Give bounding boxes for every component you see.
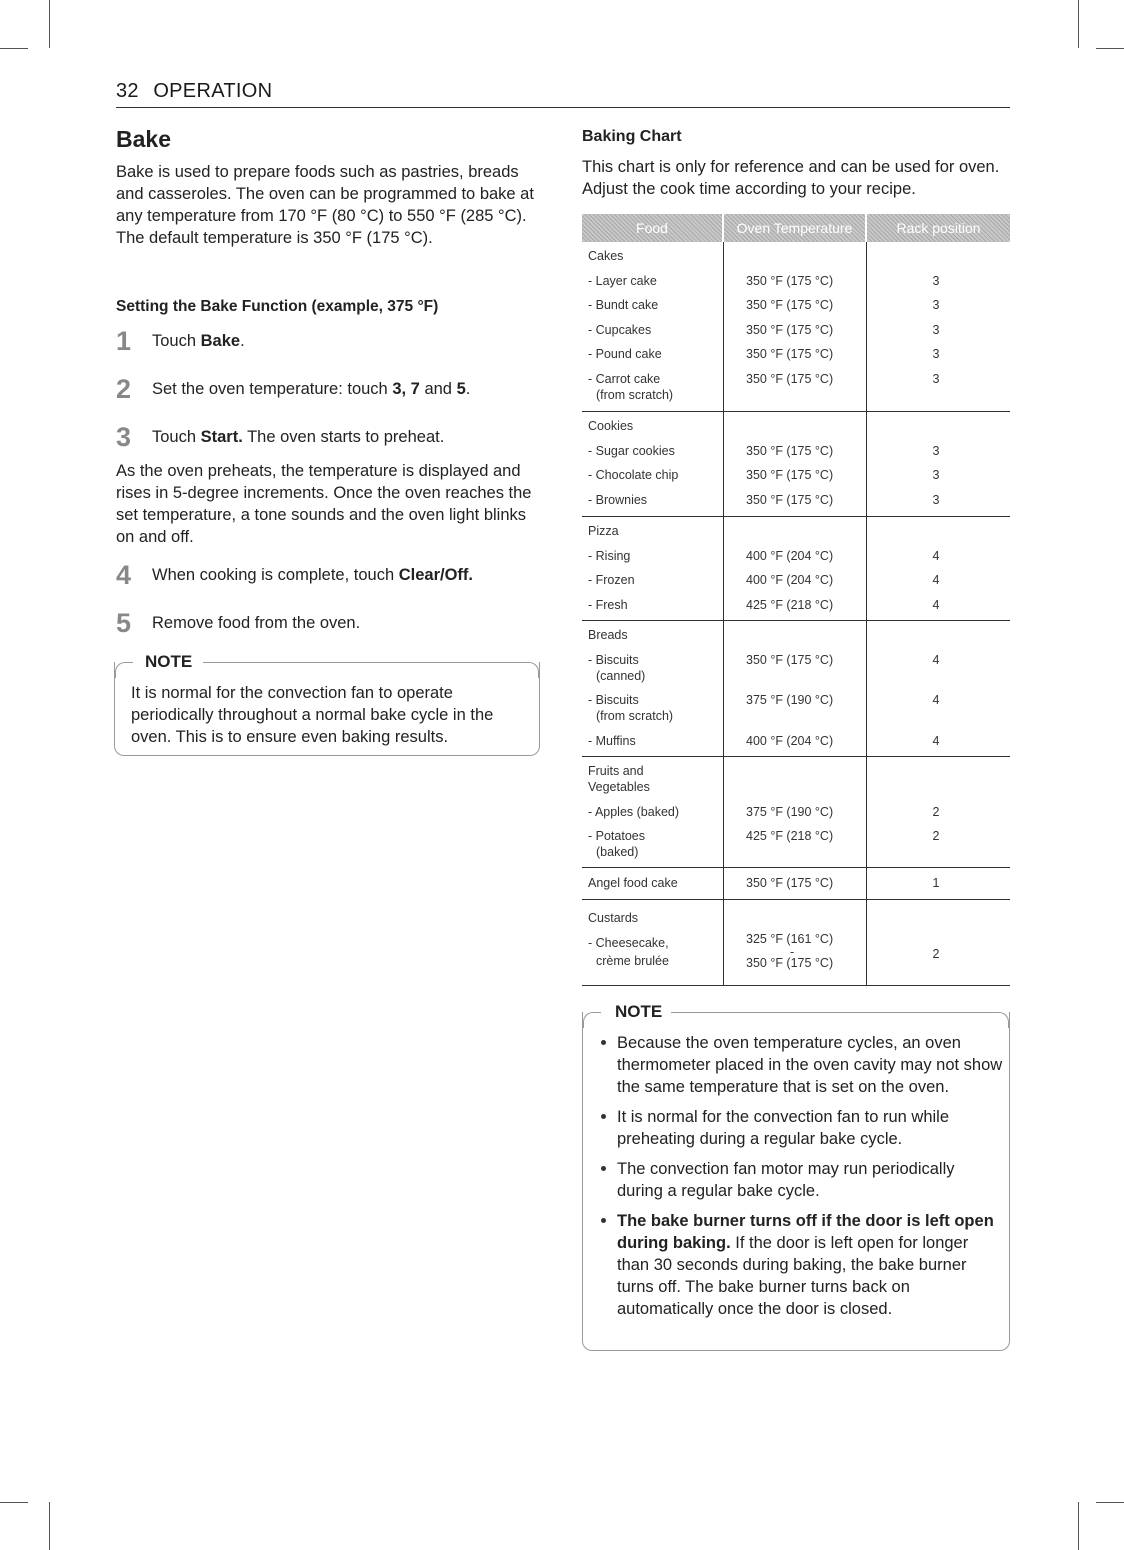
temp-cell: 350 °F (175 °C) [746,443,834,458]
temp-cell: 350 °F (175 °C) [746,468,834,482]
rack-cell: 3 [932,298,940,312]
bake-section [116,126,546,756]
food-cell: - Cupcakes [588,322,652,337]
step-number: 4 [116,560,132,590]
table-group-pizza [582,517,1010,621]
step-bold: Clear/Off. [398,566,473,584]
food-cell: - Chocolate chip [588,468,679,482]
rack-cell: 4 [932,597,940,612]
step-3 [116,422,546,452]
bullet-text: If the door is left open for longer than 30 seconds during baking, the bake burner turns off. The bake burner turns back on automatically once the door is closed. [617,1234,969,1318]
temp-cell: 350 °F (175 °C) [746,492,834,507]
chart-note [582,1002,1010,1351]
chart-title: Baking Chart [582,128,682,145]
table-group-fruits-vegetables [582,757,1010,868]
note-label: NOTE [611,1002,666,1022]
food-cell: (from scratch) [596,387,674,402]
rack-cell: 3 [932,347,940,361]
table-group-breads [582,621,1010,757]
crop-mark [1078,0,1079,48]
group-name: Cookies [588,419,634,433]
rack-cell: 4 [932,652,940,667]
food-cell: - Brownies [588,492,648,507]
temp-cell: 350 °F (175 °C) [746,371,834,386]
food-cell: - Apples (baked) [588,804,680,819]
step-text: Touch [152,332,201,350]
food-cell: (canned) [596,668,646,683]
crop-mark [1096,1502,1124,1503]
crop-mark [49,1502,50,1550]
note-bullet [599,1032,1004,1098]
rack-cell: 4 [932,693,940,707]
note-bullets [599,1032,1004,1320]
page-number: 32 [116,80,139,102]
bake-title: Bake [116,126,171,152]
temp-cell: 400 °F (204 °C) [746,573,834,587]
step-bold: 3, 7 [392,380,420,398]
rack-cell: 1 [932,876,940,890]
rack-cell: 2 [932,947,940,961]
table-header [582,214,1010,242]
table-group-cookies [582,412,1010,517]
chart-intro: This chart is only for reference and can be used for oven. Adjust the cook time according to your recipe. [582,158,1000,198]
bullet-dot-icon [601,1218,606,1223]
column-header-rack: Rack position [867,214,1010,242]
baking-chart-table [582,214,1010,986]
table-group-custards [582,900,1010,986]
step-text: When cooking is complete, touch [152,566,399,584]
step-number: 2 [116,374,132,404]
temp-cell: 400 °F (204 °C) [746,733,834,748]
rack-cell: 4 [932,573,940,587]
group-name: Pizza [588,524,619,538]
bullet-text: It is normal for the convection fan to run while preheating during a regular bake cycle. [617,1108,949,1148]
food-cell: - Cheesecake, [588,935,669,950]
step-2 [116,374,546,404]
setting-heading: Setting the Bake Function (example, 375 °F) [116,298,439,315]
note-label: NOTE [141,652,196,672]
rack-cell: 3 [932,273,940,288]
crop-mark [0,48,28,49]
food-cell: - Layer cake [588,273,657,288]
food-cell: - Rising [588,548,631,563]
steps-list [116,326,546,452]
food-cell: - Muffins [588,733,636,748]
group-name: Vegetables [588,780,650,794]
note-text: It is normal for the convection fan to operate periodically throughout a normal bake cycle in the oven. This is to ensure even baking results. [131,684,494,746]
step-bold: Start. [200,428,243,446]
food-cell: - Pound cake [588,347,662,361]
rack-cell: 2 [932,804,940,819]
temp-cell: 350 °F (175 °C) [746,298,834,312]
bullet-dot-icon [601,1114,606,1119]
step-bold: Bake [200,332,241,350]
temp-cell: 350 °F (175 °C) [746,956,834,970]
temp-cell: 350 °F (175 °C) [746,322,834,337]
column-header-temperature: Oven Temperature [724,214,867,242]
step-text: . [240,332,245,350]
step-text: . [465,380,471,398]
food-cell: - Sugar cookies [588,443,675,458]
crop-mark [1096,48,1124,49]
step-4 [116,560,546,590]
temp-cell: 400 °F (204 °C) [746,548,834,563]
temp-cell: 425 °F (218 °C) [746,829,834,843]
bake-note [114,652,540,756]
column-header-food: Food [582,214,724,242]
rack-cell: 4 [932,733,940,748]
step-5 [116,608,546,638]
group-name: Custards [588,911,639,925]
page-header [116,80,1010,108]
food-cell: (from scratch) [596,709,674,723]
group-name: Breads [588,628,628,642]
note-bullet [599,1106,1004,1150]
preheat-text: As the oven preheats, the temperature is displayed and rises in 5-degree increments. Once the oven reaches the set temperature, a tone sounds and the oven light blinks on and off. [116,462,532,546]
step-number: 1 [116,326,132,356]
food-cell: Angel food cake [588,876,678,890]
table-group-cakes [582,242,1010,412]
step-text: The oven starts to preheat. [242,428,445,446]
food-cell: - Biscuits [588,652,639,667]
rack-cell: 3 [932,468,940,482]
step-1 [116,326,546,356]
group-name: Fruits and [588,764,644,778]
temp-cell: 350 °F (175 °C) [746,876,834,890]
step-text: Set the oven temperature: touch [152,380,393,398]
group-name: Cakes [588,249,624,263]
rack-cell: 3 [932,443,940,458]
food-cell: - Frozen [588,573,635,587]
crop-mark [1078,1502,1079,1550]
food-cell: (baked) [596,845,639,859]
section-title: OPERATION [153,80,273,102]
step-text: Remove food from the oven. [152,614,361,632]
rack-cell: 3 [932,371,940,386]
baking-chart-section [582,126,1012,200]
table-group-angel-food [582,868,1010,900]
crop-mark [0,1502,28,1503]
rack-cell: 4 [932,548,940,563]
step-text: and [419,380,457,398]
bullet-dot-icon [601,1166,606,1171]
bullet-dot-icon [601,1040,606,1045]
temp-separator: - [790,945,795,959]
step-text: Touch [152,428,201,446]
bake-intro: Bake is used to prepare foods such as pastries, breads and casseroles. The oven can be programmed to bake at any temperature from 170 °F (80 °C) to 550 °F (285 °C). The default temperature is 350 °F (175 °C). [116,163,534,247]
step-number: 3 [116,422,132,452]
temp-cell: 375 °F (190 °C) [746,693,834,707]
note-bullet [599,1158,1004,1202]
temp-cell: 375 °F (190 °C) [746,804,834,819]
step-number: 5 [116,608,132,638]
rack-cell: 3 [932,492,940,507]
bullet-text: The convection fan motor may run periodically during a regular bake cycle. [617,1160,955,1200]
bullet-text: Because the oven temperature cycles, an oven thermometer placed in the oven cavity may not show the same temperature that is set on the oven. [617,1034,1003,1096]
food-cell: - Bundt cake [588,298,659,312]
temp-cell: 325 °F (161 °C) [746,932,834,946]
temp-cell: 425 °F (218 °C) [746,597,834,612]
crop-mark [49,0,50,48]
food-cell: - Biscuits [588,693,639,707]
temp-cell: 350 °F (175 °C) [746,652,834,667]
temp-cell: 350 °F (175 °C) [746,347,834,361]
food-cell: crème brulée [596,953,669,968]
food-cell: - Potatoes [588,829,645,843]
food-cell: - Fresh [588,597,628,612]
rack-cell: 3 [932,322,940,337]
step-bold: 5 [456,380,466,398]
temp-cell: 350 °F (175 °C) [746,273,834,288]
food-cell: - Carrot cake [588,371,661,386]
rack-cell: 2 [932,829,940,843]
note-bullet [599,1210,1004,1320]
bullet-bold: The bake burner turns off if the door is left open during baking. [617,1212,994,1252]
